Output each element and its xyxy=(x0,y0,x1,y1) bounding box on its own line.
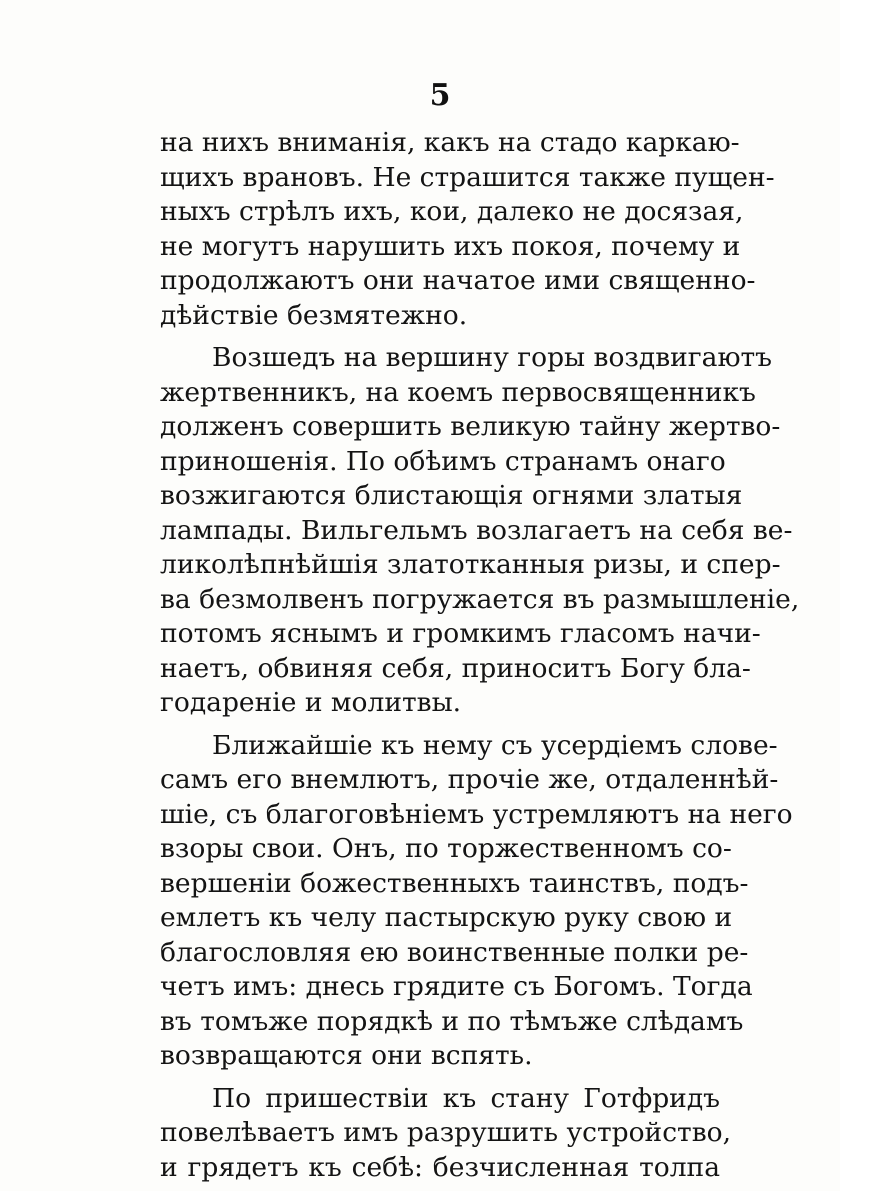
text-line: лампады. Вильгельмъ возлагаетъ на себя ве- xyxy=(160,514,793,546)
text-line: въ томъже порядкѣ и по тѣмъже слѣдамъ xyxy=(160,1005,744,1037)
text-line: шіе, съ благоговѣніемъ устремляютъ на него xyxy=(160,798,793,830)
text-line: взоры свои. Онъ, по торжественномъ со- xyxy=(160,833,732,864)
text-line: По пришествіи къ стану Готфридъ xyxy=(212,1082,720,1114)
text-line: и грядетъ къ себѣ: безчисленная толпа xyxy=(160,1151,720,1183)
text-line: продолжаютъ они начатое ими священно- xyxy=(160,265,756,296)
text-line: Ближайшіе къ нему съ усердіемъ слове- xyxy=(212,729,778,761)
text-line: на нихъ вниманія, какъ на стадо каркаю- xyxy=(160,127,740,158)
text-line: вершеніи божественныхъ таинствъ, подъ- xyxy=(160,867,749,899)
text-line: благословляя ею воинственные полки ре- xyxy=(160,936,749,968)
text-line: четъ имъ: днесь грядите съ Богомъ. Тогда xyxy=(160,971,753,1002)
text-line: наетъ, обвиняя себя, приноситъ Богу бла- xyxy=(160,652,751,684)
text-line: потомъ яснымъ и громкимъ гласомъ начи- xyxy=(160,618,761,649)
text-line: не могутъ нарушить ихъ покоя, почему и xyxy=(160,230,741,262)
text-line: щихъ врановъ. Не страшится также пущен- xyxy=(160,161,775,193)
text-line: дѣйствіе безмятежно. xyxy=(160,299,468,331)
body-text xyxy=(160,126,800,1193)
text-line: возвращаются они вспять. xyxy=(160,1040,533,1071)
text-line: долженъ совершить великую тайну жертво- xyxy=(160,411,781,442)
text-line: ныхъ стрѣлъ ихъ, кои, далеко не досязая, xyxy=(160,196,744,227)
paragraph xyxy=(160,126,775,333)
text-line: ликолѣпнѣйшія златотканныя ризы, и спер- xyxy=(160,549,781,580)
text-line: ва безмолвенъ погружается въ размышленіе, xyxy=(160,583,800,615)
text-line: жертвенникъ, на коемъ первосвященникъ xyxy=(160,376,756,408)
text-line: возжигаются блистающія огнями златыя xyxy=(160,480,743,511)
text-line: Возшедъ на вершину горы воздвигаютъ xyxy=(212,342,773,373)
paragraph xyxy=(160,729,793,1074)
text-line: самъ его внемлютъ, прочіе же, отдаленнѣй- xyxy=(160,764,779,795)
text-line: повелѣваетъ имъ разрушить устройство, xyxy=(160,1117,731,1148)
text-line: емлетъ къ челу пастырскую руку свою и xyxy=(160,902,733,933)
text-line: приношенія. По обѣимъ странамъ онаго xyxy=(160,445,726,477)
text-line: годареніе и молитвы. xyxy=(160,687,462,718)
paragraph xyxy=(160,1082,731,1186)
page-number: 5 xyxy=(429,78,451,113)
paragraph xyxy=(160,341,800,721)
